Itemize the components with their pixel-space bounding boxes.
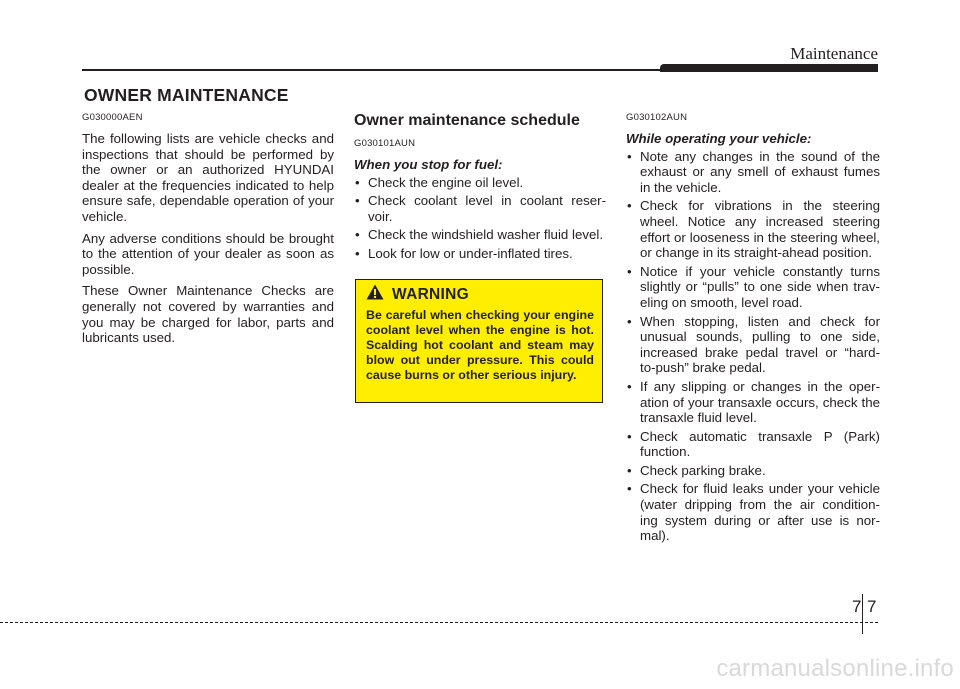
list-item-text: Check automatic transaxle P (Park) function. [640, 428, 880, 460]
fuel-stop-list [354, 175, 606, 262]
column-intro [82, 112, 334, 352]
page-number-value: 7 [867, 597, 877, 616]
list-item [626, 379, 880, 426]
list-item-text: If any slipping or changes in the oper- ation of your transaxle occurs, check the transaxle fluid level. [640, 378, 880, 426]
list-item [626, 314, 880, 376]
bullet: • [627, 481, 632, 497]
list-item [626, 463, 880, 479]
doc-code: G030101AUN [354, 138, 416, 149]
bullet: • [627, 378, 632, 394]
doc-code: G030000AEN [82, 112, 143, 123]
operating-list [626, 149, 880, 544]
list-item [626, 149, 880, 196]
fuel-stop-subheading: When you stop for fuel: [354, 157, 503, 172]
list-item [626, 198, 880, 260]
page-number-divider [862, 594, 863, 634]
warning-title: WARNING [392, 285, 470, 303]
list-item-text: Check parking brake. [640, 462, 766, 478]
column-fuel-stop [354, 112, 606, 265]
list-item-text: Note any changes in the sound of the exhaust or any smell of exhaust fumes in the vehicle. [640, 148, 880, 195]
header-rule-thick [660, 64, 878, 72]
section-heading: OWNER MAINTENANCE [84, 85, 289, 105]
running-title: Maintenance [790, 44, 878, 63]
header-rule-thin [82, 69, 682, 71]
list-item-text: Check coolant level in coolant reser- voir. [368, 193, 606, 224]
list-item [626, 429, 880, 460]
paragraph: Any adverse conditions should be brought to the attention of your dealer as soon as possible. [82, 230, 334, 277]
bullet: • [627, 263, 632, 279]
list-item [354, 175, 606, 191]
column-operating [626, 112, 880, 547]
bullet: • [355, 193, 360, 209]
warning-box [355, 279, 603, 403]
operating-subheading: While operating your vehicle: [626, 131, 812, 146]
list-item [626, 481, 880, 543]
bullet: • [627, 462, 632, 478]
bullet: • [627, 428, 632, 444]
list-item-text: Look for low or under-inflated tires. [368, 245, 573, 261]
list-item [354, 227, 606, 243]
bullet: • [355, 227, 360, 243]
bullet: • [627, 148, 632, 164]
list-item [354, 193, 606, 224]
doc-code: G030102AUN [626, 112, 688, 123]
list-item-text: Notice if your vehicle constantly turns slightly or “pulls” to one side when trav- eling on smooth, level road. [640, 263, 880, 310]
bullet: • [355, 174, 360, 190]
watermark: carmanualsonline.info [716, 655, 954, 682]
list-item-text: Check for fluid leaks under your vehicle (water dripping from the air condition- ing system during or after use is nor- mal). [640, 481, 880, 544]
paragraph: The following lists are vehicle checks and inspections that should be performed by the owner or an authorized HYUNDAI dealer at the frequencies indicated to help ensure safe, dependable operation of your vehicle. [82, 131, 334, 224]
bullet: • [355, 245, 360, 261]
list-item-text: Check the engine oil level. [368, 174, 524, 190]
list-item [626, 264, 880, 311]
footer-rule [0, 622, 878, 623]
list-item-text: Check for vibrations in the steering wheel. Notice any increased steering effort or looseness in the steering wheel, or change in its straight-ahead position. [640, 198, 880, 261]
schedule-heading: Owner maintenance schedule [354, 112, 580, 129]
page-number [840, 594, 880, 620]
warning-triangle-icon [366, 284, 384, 305]
list-item-text: When stopping, listen and check for unusual sounds, pulling to one side, increased brake pedal travel or “hard- to-push” brake pedal. [640, 313, 880, 376]
bullet: • [627, 313, 632, 329]
paragraph: These Owner Maintenance Checks are generally not covered by warranties and you may be charged for labor, parts and lubricants used. [82, 283, 334, 346]
warning-text: Be careful when checking your engine coolant level when the engine is hot. Scalding hot coolant and steam may blow out under pressure. This could cause burns or other serious injury. [366, 308, 594, 382]
list-item-text: Check the windshield washer fluid level. [368, 227, 604, 243]
list-item [354, 246, 606, 262]
chapter-number: 7 [852, 597, 862, 616]
bullet: • [627, 198, 632, 214]
warning-header [366, 284, 594, 305]
